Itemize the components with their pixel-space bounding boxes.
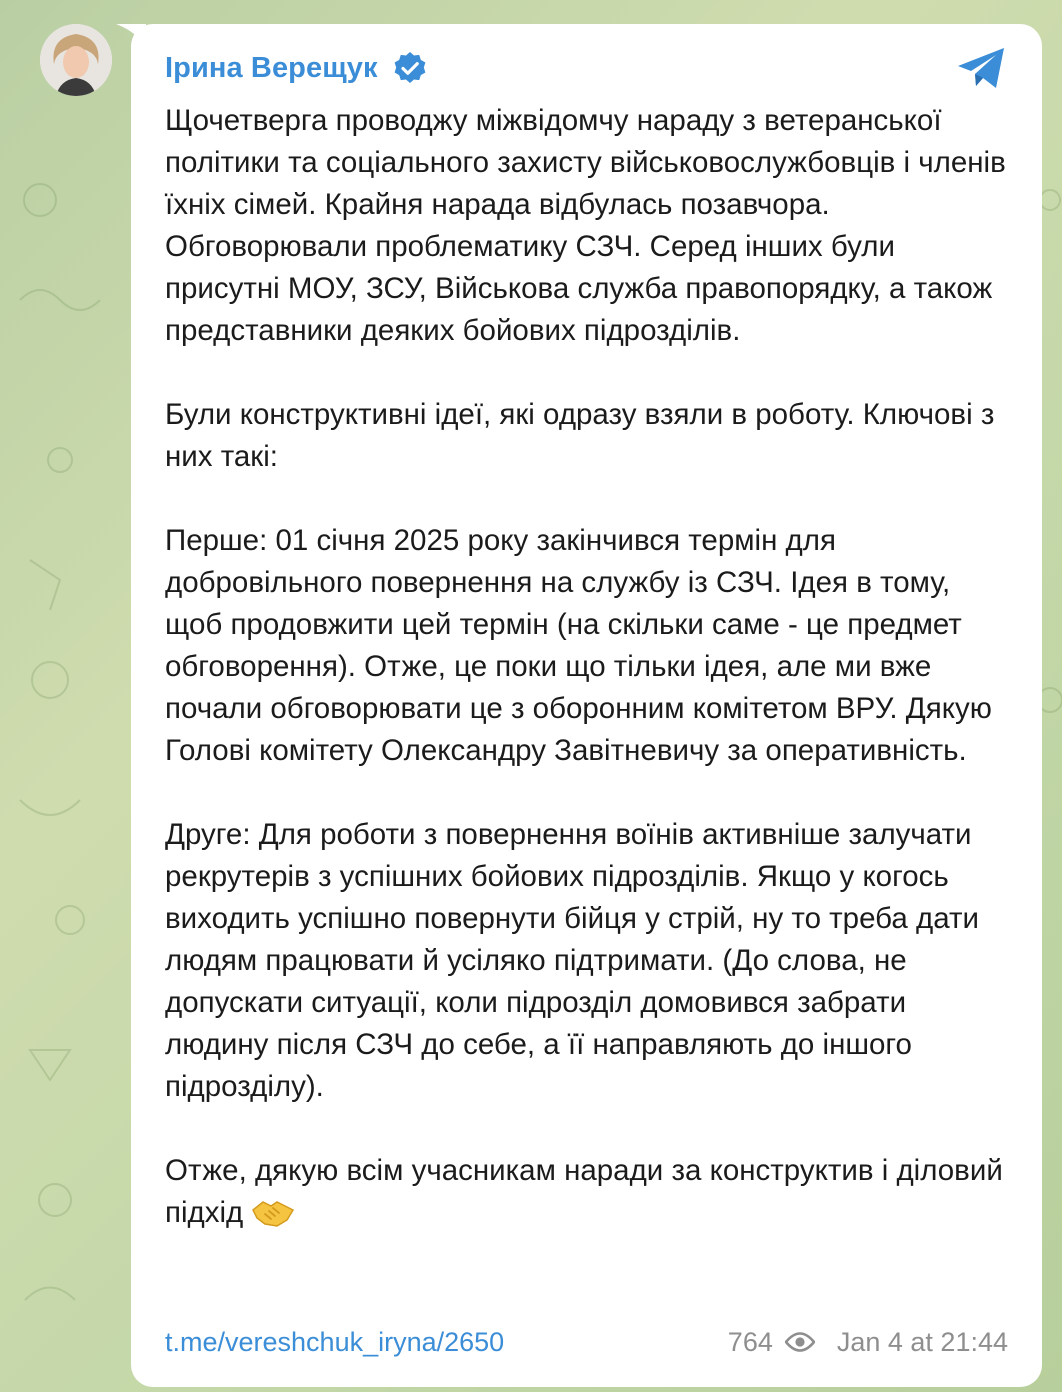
message-header <box>165 50 428 86</box>
author-avatar[interactable] <box>40 24 112 96</box>
paragraph-1: Щочетверга проводжу міжвідомчу нараду з ветеранської політики та соціального захисту військовослужбовців і членів їхніх сімей. Крайня нарада відбулась позавчора. Обговорювали проблематику СЗЧ. Серед інших були присутні МОУ, ЗСУ, Військова служба правопорядку, а також представники деяких бойових підрозділів. <box>165 104 1006 347</box>
paragraph-3: Перше: 01 січня 2025 року закінчився термін для добровільного повернення на службу із СЗЧ. Ідея в тому, щоб продовжити цей термін (на скільки саме - це предмет обговорення). Отже, це поки що тільки ідея, але ми вже почали обговорювати це з оборонним комітетом ВРУ. Дякую Голові комітету Олександру Завітневичу за оперативність. <box>165 524 992 767</box>
message-text <box>165 100 1015 1234</box>
view-count: 764 <box>727 1326 773 1357</box>
message-meta <box>728 1327 1008 1358</box>
paragraph-4: Друге: Для роботи з повернення воїнів активніше залучати рекрутерів з успішних бойових підрозділів. Якщо у когось виходить успішно повернути бійця у стрій, ну то треба дати людям працювати й усіляко підтримати. (До слова, не допускати ситуації, коли підрозділ домовився забрати людину після СЗЧ до себе, а її направляють до іншого підрозділу). <box>165 818 979 1103</box>
telegram-plane-icon[interactable] <box>956 46 1008 92</box>
message-bubble <box>131 24 1042 1387</box>
paragraph-2: Були конструктивні ідеї, які одразу взяли в роботу. Ключові з них такі: <box>165 398 995 473</box>
eye-icon <box>785 1331 815 1353</box>
message-footer <box>165 1322 1008 1362</box>
verified-badge-icon <box>392 50 428 86</box>
avatar-portrait-icon <box>40 24 112 96</box>
timestamp: Jan 4 at 21:44 <box>836 1326 1008 1357</box>
handshake-emoji <box>251 1198 295 1228</box>
paragraph-5-text: Отже, дякую всім учасникам наради за конструктив і діловий підхід <box>165 1154 1003 1229</box>
author-name[interactable]: Ірина Верещук <box>165 51 378 84</box>
paragraph-5 <box>165 1150 1015 1234</box>
post-link[interactable]: t.me/vereshchuk_iryna/2650 <box>165 1326 505 1357</box>
